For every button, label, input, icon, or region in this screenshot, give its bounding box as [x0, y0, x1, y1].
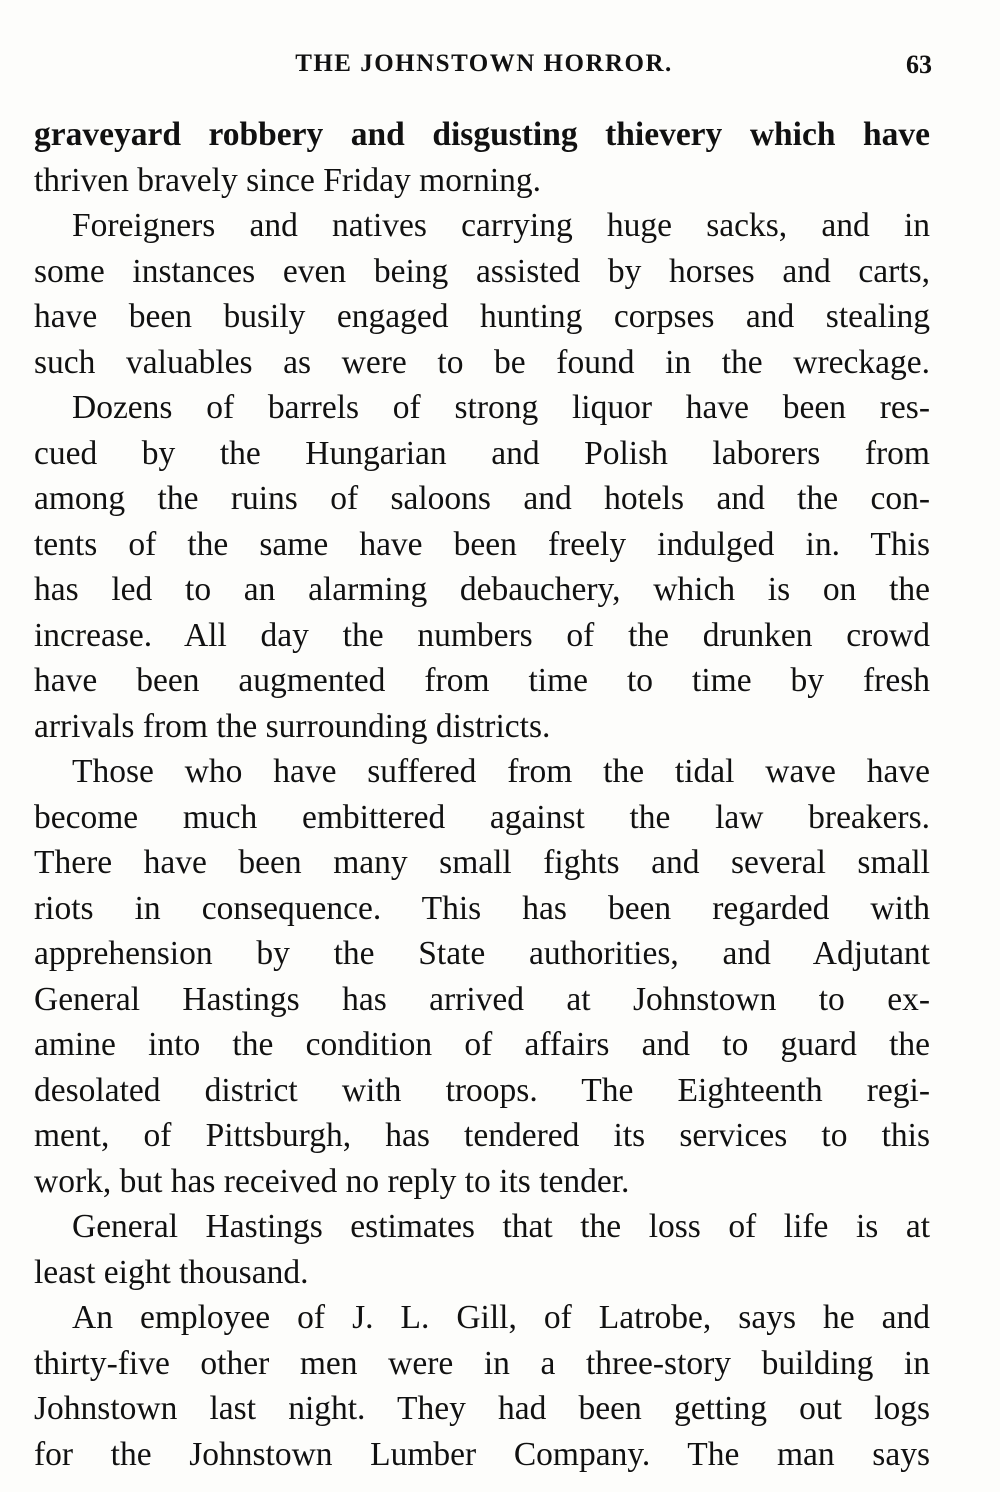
text-line: become much embittered against the law breakers. [34, 798, 930, 836]
paragraph-first-line: General Hastings estimates that the loss of life is at [72, 1208, 930, 1245]
paragraph-first-line: Dozens of barrels of strong liquor have been res- [72, 389, 930, 426]
body-text [34, 112, 930, 1477]
text-line: cued by the Hungarian and Polish laborers from [34, 434, 930, 472]
text-line: thriven bravely since Friday morning. [34, 161, 542, 199]
text-line: graveyard robbery and disgusting thievery which have [34, 116, 930, 153]
text-line: General Hastings has arrived at Johnstown to ex- [34, 980, 930, 1018]
text-line: amine into the condition of affairs and to guard the [34, 1026, 930, 1063]
text-line: apprehension by the State authorities, and Adjutant [34, 935, 930, 972]
text-line: has led to an alarming debauchery, which is on the [34, 571, 930, 608]
text-line: arrivals from the surrounding districts. [34, 707, 551, 745]
text-line: increase. All day the numbers of the drunken crowd [34, 616, 930, 654]
text-line: such valuables as were to be found in the wreckage. [34, 343, 930, 381]
text-line: desolated district with troops. The Eighteenth regi- [34, 1071, 930, 1109]
paragraph-first-line: Those who have suffered from the tidal wave have [72, 753, 930, 790]
text-line: riots in consequence. This has been regarded with [34, 889, 930, 927]
text-line: work, but has received no reply to its tender. [34, 1162, 630, 1200]
text-line: ment, of Pittsburgh, has tendered its services to this [34, 1117, 930, 1154]
text-line: tents of the same have been freely indulged in. This [34, 525, 930, 563]
running-head [36, 48, 932, 88]
running-title: THE JOHNSTOWN HORROR. [295, 50, 673, 77]
paragraph-first-line: Foreigners and natives carrying huge sacks, and in [72, 207, 930, 244]
page-number: 63 [906, 50, 932, 79]
text-line: least eight thousand. [34, 1253, 309, 1291]
text-line: have been busily engaged hunting corpses and stealing [34, 298, 930, 335]
text-line: have been augmented from time to time by fresh [34, 662, 930, 699]
text-line: Johnstown last night. They had been getting out logs [34, 1390, 930, 1427]
text-line: some instances even being assisted by horses and carts, [34, 252, 930, 290]
text-line: for the Johnstown Lumber Company. The man says [34, 1435, 930, 1473]
text-line: There have been many small fights and several small [34, 844, 930, 881]
text-line: thirty-five other men were in a three-story building in [34, 1344, 930, 1382]
text-line: among the ruins of saloons and hotels and the con- [34, 480, 930, 517]
paragraph-first-line: An employee of J. L. Gill, of Latrobe, says he and [72, 1299, 930, 1336]
